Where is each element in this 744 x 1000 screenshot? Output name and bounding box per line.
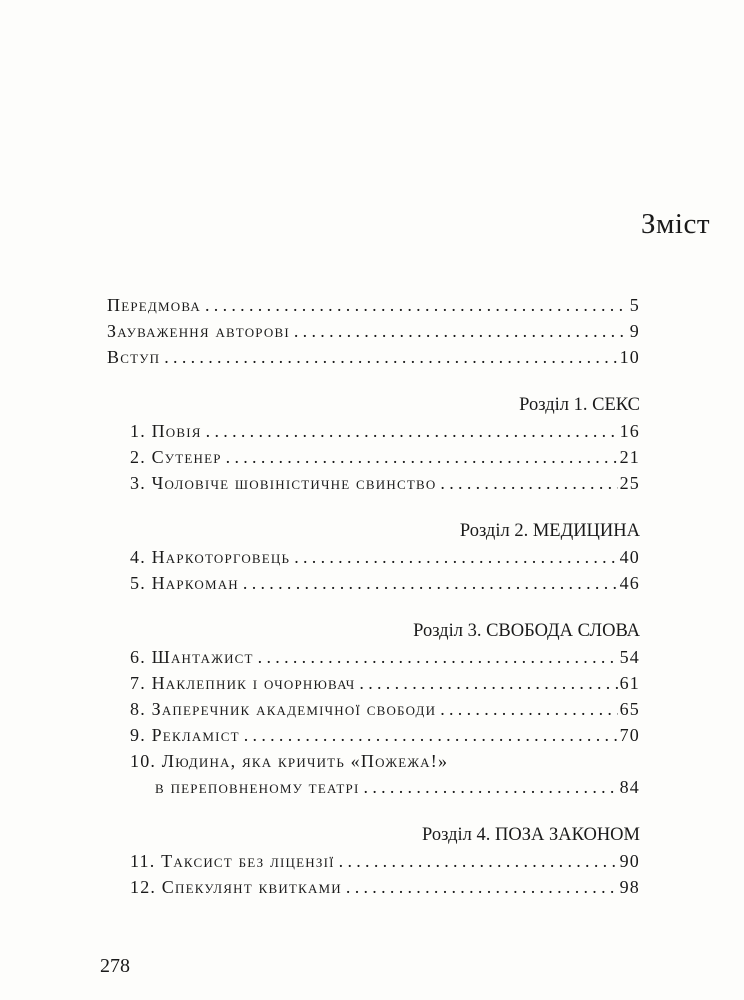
toc-entry (107, 848, 640, 874)
toc-entry (107, 874, 640, 900)
entry-page: 98 (619, 877, 640, 897)
entry-page: 54 (619, 647, 640, 667)
dot-leader (244, 722, 618, 748)
entry-title: в переповненому театрі (155, 777, 360, 797)
toc-entry (107, 670, 640, 696)
entry-title: 2. Сутенер (130, 447, 222, 467)
page-number: 278 (100, 955, 130, 977)
entry-title: 6. Шантажист (130, 647, 254, 667)
entry-page: 65 (619, 699, 640, 719)
section-heading: Розділ 4. ПОЗА ЗАКОНОМ (422, 825, 640, 845)
entry-title: 12. Спекулянт квитками (130, 877, 342, 897)
dot-leader (364, 774, 618, 800)
entry-title: 1. Повія (130, 421, 202, 441)
entry-title: 10. Людина, яка кричить «Пожежа!» (130, 751, 449, 771)
section-heading: Розділ 2. МЕДИЦИНА (459, 521, 640, 541)
toc-entry (107, 318, 640, 344)
entry-page: 21 (619, 447, 640, 467)
entry-page: 70 (619, 725, 640, 745)
page-title: Зміст (641, 208, 710, 240)
dot-leader (243, 570, 618, 596)
section-heading: Розділ 1. СЕКС (519, 395, 640, 415)
entry-page: 25 (619, 473, 640, 493)
dot-leader (294, 318, 628, 344)
entry-page: 46 (619, 573, 640, 593)
dot-leader (226, 444, 618, 470)
entry-title: Вступ (107, 347, 161, 367)
entry-page: 10 (619, 347, 640, 367)
dot-leader (359, 670, 617, 696)
toc-entry (107, 544, 640, 570)
toc-entry (107, 292, 640, 318)
toc-entry (107, 418, 640, 444)
dot-leader (440, 470, 617, 496)
entry-title: 3. Чоловіче шовіністичне свинство (130, 473, 437, 493)
toc-entry (107, 444, 640, 470)
dot-leader (440, 696, 617, 722)
entry-page: 84 (619, 777, 640, 797)
dot-leader (206, 418, 618, 444)
toc-entry (107, 644, 640, 670)
table-of-contents (107, 292, 640, 900)
entry-title: Передмова (107, 295, 201, 315)
section-heading: Розділ 3. СВОБОДА СЛОВА (413, 621, 640, 641)
entry-page: 61 (619, 673, 640, 693)
toc-entry (107, 470, 640, 496)
dot-leader (205, 292, 628, 318)
entry-page: 90 (619, 851, 640, 871)
toc-entry (107, 696, 640, 722)
entry-title: Зауваження авторові (107, 321, 290, 341)
dot-leader (258, 644, 618, 670)
dot-leader (164, 344, 617, 370)
entry-title: 4. Наркоторговець (130, 547, 291, 567)
toc-entry-continuation (107, 774, 640, 800)
entry-page: 9 (629, 321, 640, 341)
entry-title: 11. Таксист без ліцензії (130, 851, 335, 871)
entry-title: 9. Рекламіст (130, 725, 240, 745)
dot-leader (346, 874, 618, 900)
toc-entry (107, 722, 640, 748)
entry-title: 8. Заперечник академічної свободи (130, 699, 437, 719)
entry-title: 5. Наркоман (130, 573, 239, 593)
toc-entry (107, 570, 640, 596)
entry-page: 40 (619, 547, 640, 567)
entry-page: 16 (619, 421, 640, 441)
toc-entry (107, 344, 640, 370)
toc-entry (107, 748, 640, 774)
entry-page: 5 (629, 295, 640, 315)
entry-title: 7. Наклепник і очорнювач (130, 673, 356, 693)
dot-leader (339, 848, 618, 874)
dot-leader (294, 544, 617, 570)
